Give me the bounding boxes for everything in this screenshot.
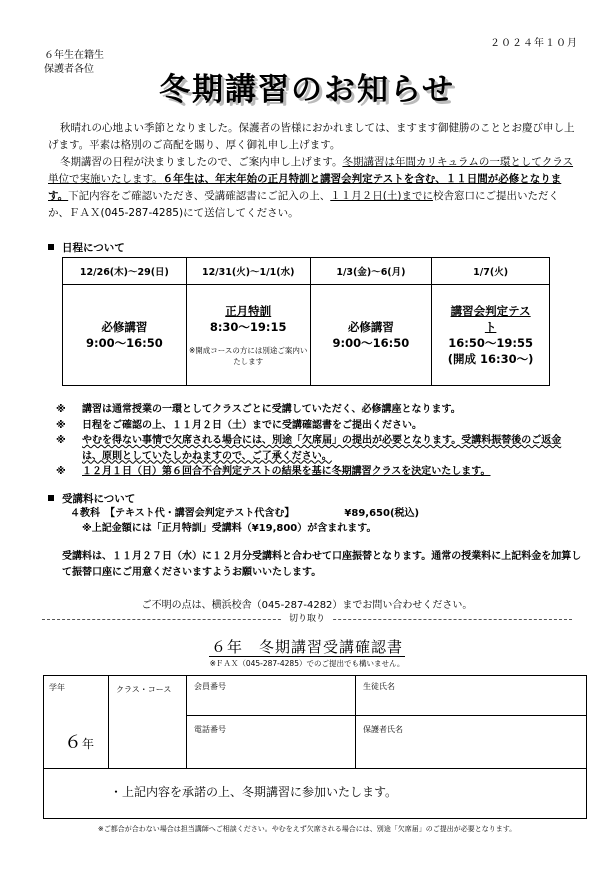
schedule-time-3: 9:00～16:50 (332, 336, 410, 350)
cut-label-text: 切り取り (281, 614, 333, 624)
schedule-cell-3 (310, 285, 432, 386)
intro-paragraph-1: 秋晴れの心地よい季節となりました。保護者の皆様におかれましては、ますます御健勝のこととお慶び申し上げます。平素は格別のご高配を賜り、厚く御礼申し上げます。 (48, 122, 575, 151)
intro-paragraph-2 (48, 154, 576, 222)
note-mark: ※ (56, 419, 66, 431)
intro-p2-b: 冬期講習は年間カリキュラムの一環としてクラス単位で実施いたします。 (48, 156, 574, 185)
schedule-note-2: ※開成コースの方には別途ご案内いたします (188, 346, 308, 366)
note-text: 日程をご確認の上、１１月２日（土）までに受講確認書をご提出ください。 (82, 419, 422, 431)
schedule-name-1: 必修講習 (101, 320, 148, 334)
schedule-name-3: 必修講習 (347, 320, 394, 334)
footnote: ※ご都合が合わない場合は担当講師へご相談ください。やむをえず欠席される場合には、別途「欠席届」のご提出が必要となります。 (97, 825, 517, 833)
schedule-date-1: 12/26(木)～29(日) (63, 258, 187, 285)
grade-label: 学年 (49, 683, 65, 692)
schedule-cell-1 (63, 285, 187, 386)
schedule-date-2: 12/31(火)～1/1(水) (186, 258, 310, 285)
member-number-field[interactable]: 会員番号 (194, 682, 226, 691)
guardian-name-field[interactable]: 保護者氏名 (363, 725, 403, 734)
schedule-time-4: 16:50～19:55 (448, 336, 533, 350)
schedule-heading-text: 日程について (62, 242, 125, 254)
notes-list (56, 402, 576, 480)
form-divider (186, 715, 586, 716)
form-title (0, 636, 614, 657)
schedule-time-2: 8:30～19:15 (209, 320, 287, 334)
schedule-name-2: 正月特訓 (225, 304, 272, 318)
note-mark: ※ (56, 435, 66, 446)
issue-date: ２０２４年１０月 (490, 38, 578, 49)
grade-number: ６ (64, 732, 82, 753)
intro-p2-a: 冬期講習の日程が決まりましたので、ご案内申し上げます。 (60, 156, 343, 168)
note-text: １２月１日（日）第６回合不合判定テストの結果を基に冬期講習クラスを決定いたします。 (82, 466, 491, 477)
fee-note: 受講料は、１１月２７日（水）に１２月分受講料と合わせて口座振替となります。通常の授業料に上記料金を加算して振替口座にご用意くださいますようお願いいたします。 (62, 551, 582, 578)
intro-text (48, 120, 576, 222)
fee-line-2: ※上記金額には「正月特訓」受講料（¥19,800）が含まれます。 (82, 523, 377, 534)
form-divider (186, 676, 187, 768)
schedule-cell-4 (432, 285, 550, 386)
inquiry-text: ご不明の点は、横浜校舎（045-287-4282）までお問い合わせください。 (141, 600, 473, 611)
note-item (56, 464, 576, 480)
agreement-text: ・上記内容を承諾の上、冬期講習に参加いたします。 (110, 785, 398, 799)
class-course-label[interactable]: クラス・コース (116, 685, 172, 694)
page-title: 冬期講習のお知らせ (158, 72, 456, 108)
note-item (56, 402, 576, 418)
intro-p2-c: ６年生は、年末年始の正月特訓と講習会判定テストを含む、１１日間が必修となります。 (48, 173, 562, 202)
cut-label (0, 611, 614, 624)
bullet-square-icon (48, 495, 54, 501)
grade-unit: 年 (82, 737, 95, 751)
schedule-extra-4: (開成 16:30～) (447, 352, 534, 366)
form-divider (44, 768, 586, 769)
schedule-date-3: 1/3(金)～6(月) (310, 258, 432, 285)
schedule-header-row (63, 258, 550, 285)
fee-line (70, 506, 419, 521)
form-subtitle: ※ＦＡＸ（045-287-4285）でのご提出でも構いません。 (209, 659, 405, 668)
schedule-date-4: 1/7(火) (432, 258, 550, 285)
note-item (56, 433, 576, 464)
note-text: やむを得ない事情で欠席される場合には、別途「欠席届」の提出が必要となります。受講料振替後のご返金は、原則としていたしかねますので、ご了承ください。 (82, 435, 562, 462)
fee-details (70, 506, 419, 536)
fee-price: ¥89,650(税込) (344, 508, 420, 519)
form-title-text: ６年 冬期講習受講確認書 (210, 638, 403, 656)
intro-p2-d: 下記内容をご確認いただき、受講確認書にご記入の上、 (68, 190, 331, 202)
note-text: 講習は通常授業の一環としてクラスごとに受講していただく、必修講座となります。 (82, 404, 461, 415)
schedule-time-1: 9:00～16:50 (86, 336, 163, 350)
fee-heading (48, 491, 135, 506)
schedule-heading (48, 240, 125, 255)
schedule-table (62, 257, 550, 386)
note-item (56, 418, 576, 434)
grade-value (64, 728, 94, 754)
form-divider (355, 676, 356, 768)
note-mark: ※ (56, 466, 66, 477)
confirmation-form (43, 675, 587, 819)
addressee-students: ６年生在籍生 (44, 50, 104, 61)
fee-label: ４教科 【テキスト代・講習会判定テスト代含む】 (70, 508, 295, 519)
note-mark: ※ (56, 404, 66, 415)
intro-p2-f: 校舎窓口にご提出いただくか、ＦＡＸ(045-287-4285)にて送信してください。 (48, 190, 559, 219)
fee-heading-text: 受講料について (62, 493, 136, 505)
form-divider (108, 676, 109, 768)
bullet-square-icon (48, 244, 54, 250)
schedule-name-4: 講習会判定テスト (450, 304, 531, 334)
intro-p2-e: １１月２日(土)までに (330, 190, 433, 202)
schedule-cell-2 (186, 285, 310, 386)
addressee-guardians: 保護者各位 (44, 64, 94, 75)
student-name-field[interactable]: 生徒氏名 (363, 682, 395, 691)
phone-number-field[interactable]: 電話番号 (194, 725, 226, 734)
schedule-body-row (63, 285, 550, 386)
